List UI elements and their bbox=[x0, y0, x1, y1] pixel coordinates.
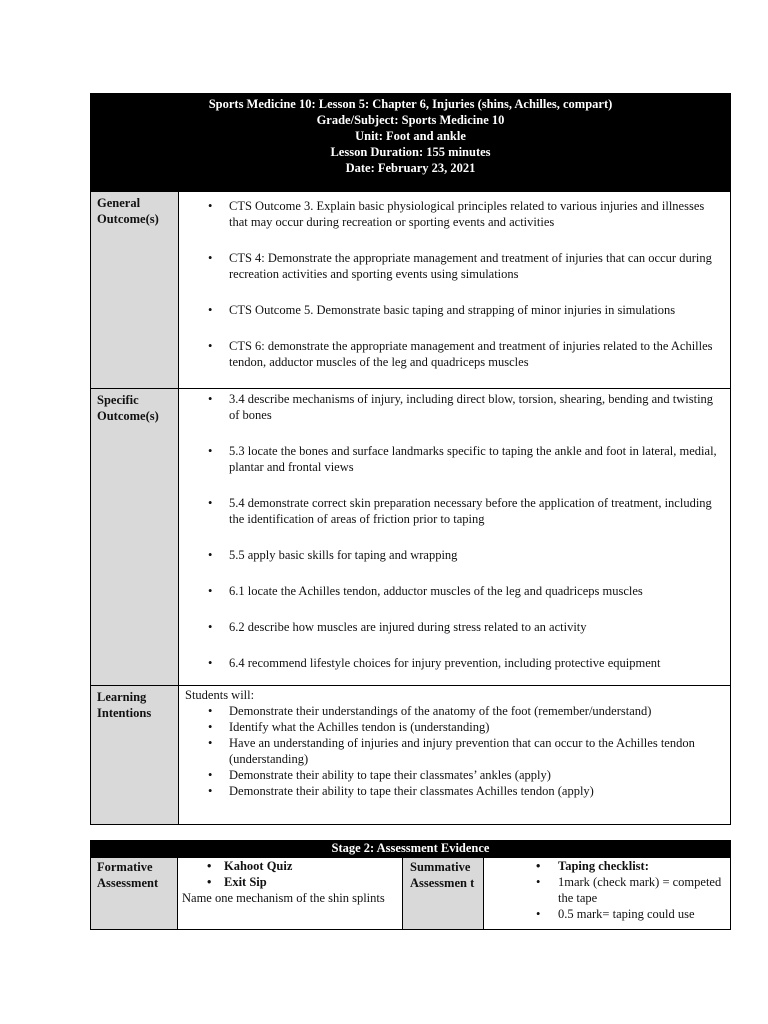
learning-intentions-list bbox=[179, 703, 730, 799]
general-outcomes-content bbox=[179, 192, 730, 388]
specific-outcomes-row bbox=[91, 388, 730, 685]
list-item: • Kahoot Quiz bbox=[178, 858, 402, 874]
general-outcomes-row bbox=[91, 191, 730, 388]
list-item: • Demonstrate their ability to tape their classmates’ ankles (apply) bbox=[179, 767, 730, 783]
list-item: • CTS 6: demonstrate the appropriate management and treatment of injuries related to the Achilles tendon, adductor muscles of the leg and quadriceps muscles bbox=[179, 338, 730, 370]
list-item: • Exit Sip bbox=[178, 874, 402, 890]
list-item: • 6.2 describe how muscles are injured during stress related to an activity bbox=[179, 619, 730, 635]
list-item: • 5.3 locate the bones and surface landmarks specific to taping the ankle and foot in lateral, medial, plantar and frontal views bbox=[179, 443, 730, 475]
list-item: • CTS Outcome 3. Explain basic physiological principles related to various injuries and illnesses that may occur during recreation or sporting events and activities bbox=[179, 198, 730, 230]
list-item: • Taping checklist: bbox=[484, 858, 730, 874]
list-item: • Demonstrate their understandings of the anatomy of the foot (remember/understand) bbox=[179, 703, 730, 719]
formative-note: Name one mechanism of the shin splints bbox=[182, 891, 385, 905]
formative-assessment-content bbox=[178, 858, 403, 929]
list-item: • Demonstrate their ability to tape their classmates Achilles tendon (apply) bbox=[179, 783, 730, 799]
unit: Unit: Foot and ankle bbox=[355, 129, 466, 143]
list-item: • 6.4 recommend lifestyle choices for injury prevention, including protective equipment bbox=[179, 655, 730, 671]
list-item: • CTS Outcome 5. Demonstrate basic taping and strapping of minor injuries in simulations bbox=[179, 302, 730, 318]
formative-list bbox=[178, 858, 402, 890]
specific-outcomes-label: Specific Outcome(s) bbox=[91, 389, 179, 685]
list-item: • 1mark (check mark) = competed the tape bbox=[484, 874, 730, 906]
summative-assessment-content bbox=[484, 858, 730, 929]
list-item: • 5.4 demonstrate correct skin preparation necessary before the application of treatment, including the identification of areas of friction prior to taping bbox=[179, 495, 730, 527]
list-item: • Have an understanding of injuries and injury prevention that can occur to the Achilles tendon (understanding) bbox=[179, 735, 730, 767]
lesson-header bbox=[91, 94, 730, 191]
learning-intro: Students will: bbox=[185, 688, 255, 702]
assessment-table bbox=[90, 840, 731, 930]
lesson-date: Date: February 23, 2021 bbox=[345, 161, 476, 175]
general-outcomes-list bbox=[179, 198, 730, 370]
formative-assessment-label: Formative Assessment bbox=[91, 858, 178, 929]
general-outcomes-label: General Outcome(s) bbox=[91, 192, 179, 388]
specific-outcomes-content bbox=[179, 389, 730, 685]
lesson-duration: Lesson Duration: 155 minutes bbox=[330, 145, 491, 159]
summative-assessment-label: Summative Assessmen t bbox=[403, 858, 484, 929]
learning-intentions-row bbox=[91, 685, 730, 824]
lesson-title: Sports Medicine 10: Lesson 5: Chapter 6, Injuries (shins, Achilles, compart) bbox=[208, 97, 613, 111]
list-item: • 3.4 describe mechanisms of injury, including direct blow, torsion, shearing, bending and twisting of bones bbox=[179, 391, 730, 423]
grade-subject: Grade/Subject: Sports Medicine 10 bbox=[316, 113, 505, 127]
summative-list bbox=[484, 858, 730, 922]
list-item: • Identify what the Achilles tendon is (understanding) bbox=[179, 719, 730, 735]
learning-intentions-content bbox=[179, 686, 730, 824]
assessment-header: Stage 2: Assessment Evidence bbox=[91, 841, 730, 857]
list-item: • 5.5 apply basic skills for taping and wrapping bbox=[179, 547, 730, 563]
list-item: • 0.5 mark= taping could use bbox=[484, 906, 730, 922]
lesson-plan-table bbox=[90, 93, 731, 825]
learning-intentions-label: Learning Intentions bbox=[91, 686, 179, 824]
list-item: • CTS 4: Demonstrate the appropriate management and treatment of injuries that can occur during recreation activities and sporting events using simulations bbox=[179, 250, 730, 282]
specific-outcomes-list bbox=[179, 391, 730, 671]
list-item: • 6.1 locate the Achilles tendon, adductor muscles of the leg and quadriceps muscles bbox=[179, 583, 730, 599]
assessment-row bbox=[91, 857, 730, 929]
